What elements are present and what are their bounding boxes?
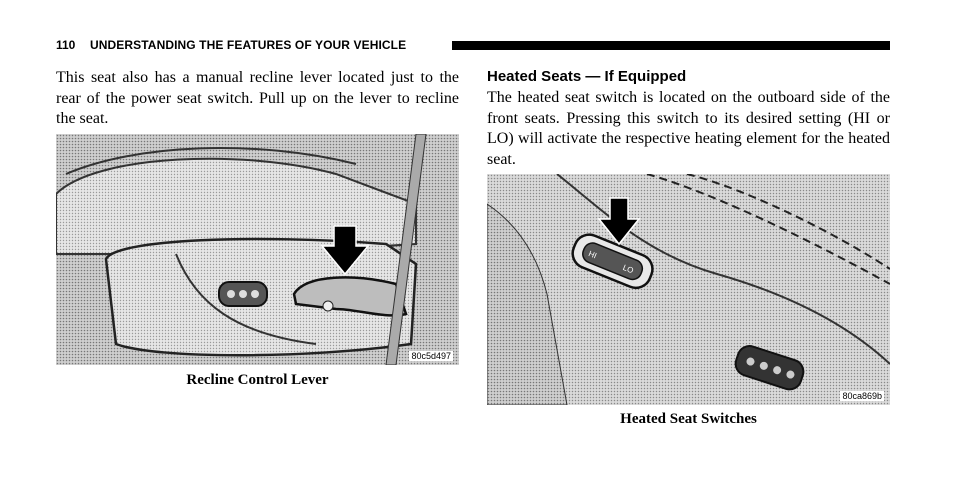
figure-code: 80c5d497 (411, 351, 451, 361)
figure-caption: Recline Control Lever (186, 372, 329, 388)
figure-code: 80ca869b (842, 391, 882, 401)
switch-label-lo: LO (621, 262, 635, 276)
page-header (56, 38, 890, 54)
heated-seat-paragraph: The heated seat switch is located on the outboard side of the front seats. Pressing this switch to its desired setting (HI or LO) will activate the respective heating element for the heated seat. (487, 89, 890, 168)
heated-seat-figure (487, 174, 890, 405)
section-heading: Heated Seats — If Equipped (487, 68, 687, 85)
recline-lever-figure (56, 134, 459, 365)
page-number: 110 (56, 38, 76, 52)
chapter-title: UNDERSTANDING THE FEATURES OF YOUR VEHICLE (90, 38, 407, 52)
header-rule (452, 41, 890, 50)
figure-caption: Heated Seat Switches (620, 411, 757, 427)
recline-paragraph: This seat also has a manual recline lever located just to the rear of the power seat switch. Pull up on the lever to recline the seat. (56, 69, 459, 127)
switch-label-hi: HI (587, 249, 598, 261)
